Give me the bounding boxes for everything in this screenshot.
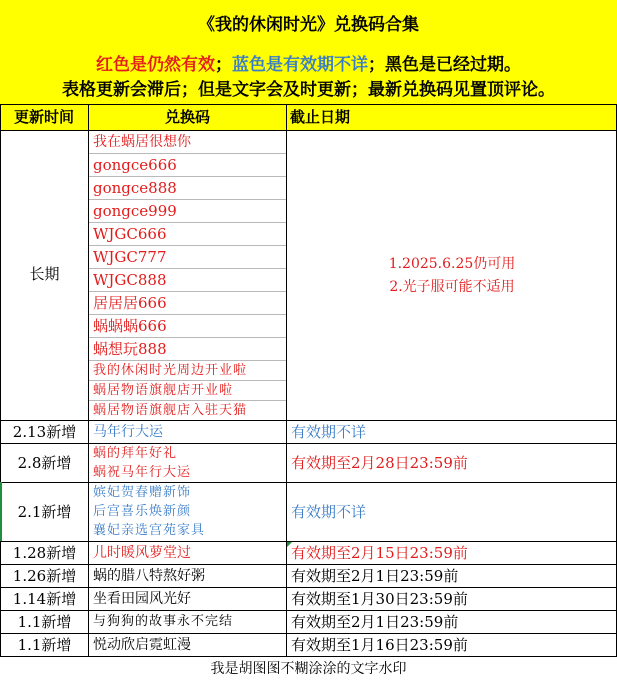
redeem-code[interactable]: 蜗的腊八特熬好粥 bbox=[93, 568, 205, 584]
redeem-code[interactable]: 坐看田园风光好 bbox=[93, 591, 191, 607]
redeem-code[interactable]: 与狗狗的故事永不完结 bbox=[93, 614, 234, 629]
update-date: 2.8新增 bbox=[17, 454, 72, 472]
header-banner bbox=[0, 0, 617, 104]
redeem-code[interactable]: 后宫喜乐焕新颜 bbox=[93, 504, 192, 519]
redeem-code[interactable]: 蜗蜗蜗666 bbox=[93, 317, 167, 335]
expiry-date: 有效期至2月1日23:59前 bbox=[291, 613, 459, 631]
update-date: 1.1新增 bbox=[17, 613, 72, 631]
redeem-code[interactable]: 悦动欣启霓虹漫 bbox=[93, 637, 191, 653]
update-date: 1.1新增 bbox=[17, 636, 72, 654]
redeem-code[interactable]: 蜗居物语旗舰店开业啦 bbox=[93, 383, 234, 398]
redeem-code[interactable]: 嫔妃贺春赠新饰 bbox=[93, 485, 192, 500]
legend-separator: ； bbox=[215, 55, 232, 75]
legend-valid: 红色是仍然有效 bbox=[96, 55, 215, 75]
redeem-code[interactable]: 马年行大运 bbox=[93, 424, 163, 440]
expiry-date: 有效期至1月30日23:59前 bbox=[291, 590, 468, 608]
legend-unknown: 蓝色是有效期不详 bbox=[232, 55, 368, 75]
redeem-code[interactable]: 蜗祝马年行大运 bbox=[93, 465, 192, 480]
update-date: 2.1新增 bbox=[17, 503, 72, 521]
long-term-note bbox=[287, 253, 617, 299]
expiry-date: 有效期至2月1日23:59前 bbox=[291, 567, 459, 585]
redeem-code[interactable]: 蜗居物语旗舰店入驻天猫 bbox=[93, 403, 248, 418]
header-expiry-date: 截止日期 bbox=[290, 108, 351, 126]
expiry-date: 有效期至2月15日23:59前 bbox=[291, 544, 468, 562]
grid-line bbox=[0, 104, 617, 105]
legend-separator: ； bbox=[368, 55, 385, 75]
grid-line bbox=[0, 656, 617, 657]
table-header-row bbox=[0, 104, 617, 130]
header-redeem-code: 兑换码 bbox=[165, 108, 211, 126]
redeem-code[interactable]: 蜗想玩888 bbox=[93, 340, 167, 358]
expiry-date: 有效期至2月28日23:59前 bbox=[291, 454, 468, 472]
text-watermark: 我是胡图图不糊涂涂的文字水印 bbox=[210, 661, 407, 677]
expiry-date: 有效期至1月16日23:59前 bbox=[291, 636, 468, 654]
header-update-time: 更新时间 bbox=[14, 108, 75, 126]
redeem-code[interactable]: 蜗的拜年好礼 bbox=[93, 446, 178, 461]
long-term-label: 长期 bbox=[29, 265, 60, 283]
update-date: 2.13新增 bbox=[12, 423, 77, 441]
redeem-code[interactable]: 襄妃亲选宫苑家具 bbox=[93, 523, 206, 538]
expiry-date: 有效期不详 bbox=[291, 423, 367, 441]
redeem-code[interactable]: WJGC888 bbox=[93, 271, 167, 289]
long-term-note-line: 1.2025.6.25仍可用 bbox=[388, 256, 516, 272]
redeem-code[interactable]: 儿时暖风萝堂过 bbox=[93, 545, 191, 561]
redeem-code[interactable]: gongce999 bbox=[93, 202, 177, 220]
color-legend bbox=[0, 50, 617, 75]
update-notice: 表格更新会滞后；但是文字会及时更新；最新兑换码见置顶评论。 bbox=[62, 80, 555, 100]
update-date: 1.26新增 bbox=[12, 567, 77, 585]
expiry-date: 有效期不详 bbox=[291, 503, 367, 521]
redeem-code[interactable]: WJGC777 bbox=[93, 248, 167, 266]
update-date: 1.28新增 bbox=[12, 544, 77, 562]
sheet-title: 《我的休闲时光》兑换码合集 bbox=[198, 15, 419, 35]
redeem-code[interactable]: WJGC666 bbox=[93, 225, 167, 243]
redeem-code[interactable]: 居居居666 bbox=[93, 294, 167, 312]
redeem-code[interactable]: gongce666 bbox=[93, 156, 177, 174]
long-term-note-line: 2.光子服可能不适用 bbox=[389, 279, 515, 295]
redeem-code[interactable]: 我在蜗居很想你 bbox=[93, 134, 191, 150]
update-date: 1.14新增 bbox=[12, 590, 77, 608]
legend-expired: 黑色是已经过期。 bbox=[385, 55, 521, 75]
redeem-code[interactable]: gongce888 bbox=[93, 179, 177, 197]
redeem-code[interactable]: 我的休闲时光周边开业啦 bbox=[93, 363, 248, 378]
